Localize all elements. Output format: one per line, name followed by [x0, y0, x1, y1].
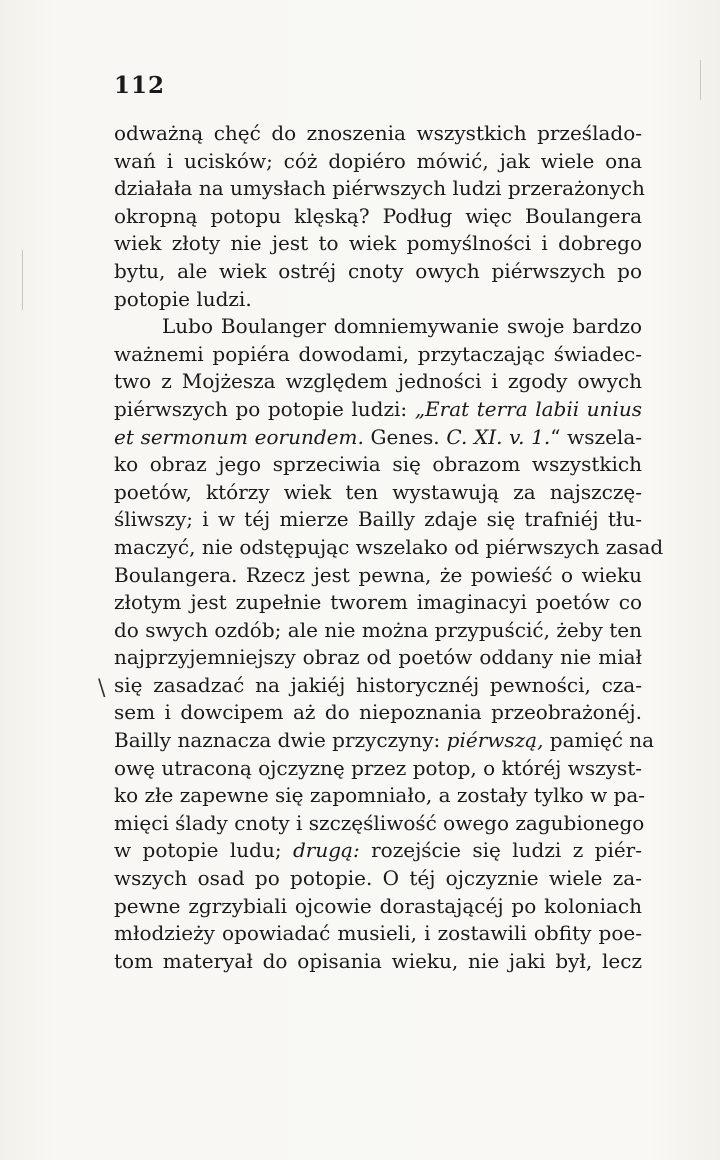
text-line [114, 534, 664, 562]
text-segment: ko złe zapewne się zapomniało, a zostały tylko w pa- [114, 783, 646, 808]
text-segment: Bailly naznacza dwie przyczyny: [114, 728, 447, 753]
italic-text-segment: piérwszą, [446, 728, 544, 753]
text-segment: bytu, ale wiek ostréj cnoty owych piérwszych po [114, 258, 642, 283]
text-segment: rozejście się ludzi z piér- [359, 838, 642, 863]
text-segment: maczyć, nie odstępując wszelako od piérwszych zasad [114, 534, 664, 559]
text-line [114, 810, 645, 838]
italic-text-segment: et sermonum eorundem. [114, 424, 364, 449]
text-line [114, 782, 646, 810]
text-segment: tom materyał do opisania wieku, nie jaki był, lecz [114, 948, 642, 973]
text-line [114, 313, 642, 341]
text-line [114, 424, 642, 452]
text-segment: ko obraz jego sprzeciwia się obrazom wszystkich [114, 452, 642, 477]
body-text [114, 120, 664, 975]
text-segment: potopie ludzi. [114, 286, 252, 311]
italic-text-segment: C. XI. v. 1. [446, 424, 551, 449]
text-segment: Boulangera. Rzecz jest pewna, że powieść o wieku [114, 562, 642, 587]
text-segment: okropną potopu klęską? Podług więc Boulangera [114, 203, 642, 228]
page-scratch-mark [22, 250, 23, 310]
text-line [114, 148, 642, 176]
text-line [114, 699, 642, 727]
text-line [114, 727, 655, 755]
page-scratch-mark [700, 60, 701, 100]
text-line [114, 755, 642, 783]
text-segment: wszych osad po potopie. O téj ojczyznie wiele za- [114, 866, 642, 891]
text-line [114, 893, 642, 921]
italic-text-segment: drugą: [292, 838, 360, 863]
text-line [114, 258, 642, 286]
text-line [114, 948, 642, 976]
text-segment: poetów, którzy wiek ten wystawują za najszczę- [114, 479, 642, 504]
text-segment: śliwszy; i w téj mierze Bailly zdaje się trafniéj tłu- [114, 507, 642, 532]
text-segment: sem i dowcipem aż do niepoznania przeobrażonéj. [114, 700, 642, 725]
text-line [114, 368, 642, 396]
text-segment: Genes. [363, 424, 447, 449]
text-segment: najprzyjemniejszy obraz od poetów oddany nie miał [114, 645, 642, 670]
text-segment: two z Mojżesza względem jedności i zgody owych [114, 369, 642, 394]
text-segment: pamięć na [543, 728, 655, 753]
text-line [114, 920, 642, 948]
text-segment: złotym jest zupełnie tworem imaginacyi poetów co [114, 590, 642, 615]
text-line [114, 672, 642, 700]
text-line [114, 120, 642, 148]
text-line [114, 506, 642, 534]
text-segment: owę utraconą ojczyznę przez potop, o któréj wszyst- [114, 755, 642, 780]
text-line [114, 396, 642, 424]
text-segment: się zasadzać na jakiéj historycznéj pewności, cza- [114, 672, 642, 697]
page-number: 112 [114, 72, 166, 99]
text-segment: do swych ozdób; ale nie można przypuścić, żeby ten [114, 617, 642, 642]
text-segment: mięci ślady cnoty i szczęśliwość owego zagubionego [114, 810, 645, 835]
text-segment: ważnemi popiéra dowodami, przytaczając świadec- [114, 341, 642, 366]
text-line [114, 175, 645, 203]
margin-bracket-mark: \ [98, 676, 106, 701]
text-segment: piérwszych po potopie ludzi: [114, 396, 415, 421]
text-line [114, 837, 642, 865]
text-line [114, 865, 642, 893]
text-line [114, 589, 642, 617]
text-line [114, 479, 642, 507]
text-segment: Lubo Boulanger domniemywanie swoje bardzo [162, 314, 642, 339]
text-segment: wań i ucisków; cóż dopiéro mówić, jak wiele ona [114, 148, 642, 173]
text-segment: pewne zgrzybiali ojcowie dorastającéj po koloniach [114, 893, 642, 918]
text-line [114, 286, 642, 314]
text-segment: “ wszela- [550, 424, 642, 449]
text-segment: odważną chęć do znoszenia wszystkich prześlado- [114, 121, 642, 145]
text-segment: wiek złoty nie jest to wiek pomyślności i dobrego [114, 231, 642, 256]
text-line [114, 230, 642, 258]
text-line [114, 341, 642, 369]
text-line [114, 617, 642, 645]
text-segment: w potopie ludu; [114, 838, 293, 863]
italic-text-segment: „Erat terra labii unius [414, 396, 642, 421]
text-line [114, 644, 642, 672]
text-segment: działała na umysłach piérwszych ludzi przerażonych [114, 176, 645, 201]
text-segment: młodzieży opowiadać musieli, i zostawili obfity poe- [114, 921, 642, 946]
text-line [114, 451, 642, 479]
text-line [114, 562, 642, 590]
text-line [114, 203, 642, 231]
